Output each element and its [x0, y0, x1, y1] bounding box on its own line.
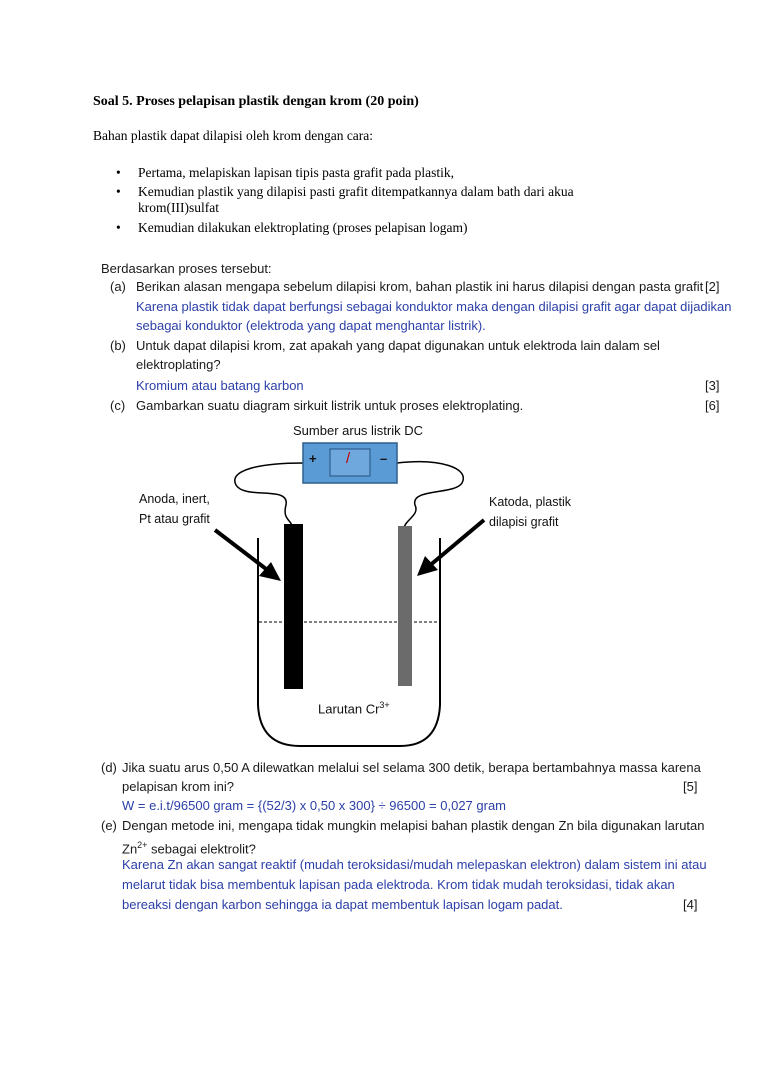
zinc-charge: 2+ [137, 840, 148, 850]
part-a-question: Berikan alasan mengapa sebelum dilapisi krom, bahan plastik ini harus dilapisi dengan pasta grafit [136, 279, 704, 294]
question-title: Soal 5. Proses pelapisan plastik dengan krom (20 poin) [93, 94, 419, 109]
solution-label [318, 700, 390, 716]
part-b-mark: [3] [705, 378, 720, 393]
cathode-arrow-shaft [428, 520, 484, 567]
anode-label: Pt atau grafit [139, 512, 210, 526]
plus-terminal: + [309, 451, 317, 466]
bullet-text: Kemudian plastik yang dilapisi pasti grafit ditempatkannya dalam bath dari akua [138, 184, 574, 199]
zinc-symbol: Zn [122, 841, 138, 857]
part-a-mark: [2] [705, 279, 720, 294]
part-c-mark: [6] [705, 398, 720, 413]
cathode-electrode [398, 526, 412, 686]
solution-charge: 3+ [379, 700, 390, 710]
part-d-label: (d) [101, 760, 117, 775]
part-e-answer: Karena Zn akan sangat reaktif (mudah teroksidasi/mudah melepaskan elektron) dalam sistem ini atau [122, 857, 707, 872]
part-e-label: (e) [101, 818, 117, 833]
part-b-answer: Kromium atau batang karbon [136, 378, 304, 393]
part-e-answer: bereaksi dengan karbon sehingga ia dapat membentuk lapisan logam padat. [122, 897, 563, 912]
dc-source-label: Sumber arus listrik DC [293, 423, 424, 438]
part-a-answer: Karena plastik tidak dapat berfungsi sebagai konduktor maka dengan dilapisi grafit agar dapat dijadikan [136, 299, 732, 314]
part-e-question [122, 836, 256, 858]
anode-wire [235, 463, 303, 528]
part-e-question-rest: sebagai elektrolit? [147, 841, 256, 857]
scan-intro: Berdasarkan proses tersebut: [101, 261, 272, 276]
part-a-label: (a) [110, 279, 126, 294]
meter-needle: / [346, 450, 351, 467]
part-e-mark: [4] [683, 897, 698, 912]
bullet-text: Kemudian dilakukan elektroplating (proses pelapisan logam) [138, 220, 468, 235]
part-d-answer: W = e.i.t/96500 gram = {(52/3) x 0,50 x 300} ÷ 96500 = 0,027 gram [122, 798, 507, 813]
bullet-dot-icon: • [116, 220, 121, 235]
solution-text: Larutan Cr [318, 701, 380, 717]
part-c-question: Gambarkan suatu diagram sirkuit listrik untuk proses elektroplating. [136, 398, 524, 413]
bullet-dot-icon: • [116, 165, 121, 180]
part-e-answer: melarut tidak bisa membentuk lapisan pada elektroda. Krom tidak mudah teroksidasi, tidak akan [122, 877, 675, 892]
part-d-question: pelapisan krom ini? [122, 779, 235, 794]
bullet-dot-icon: • [116, 184, 121, 199]
cathode-label: Katoda, plastik [489, 495, 571, 509]
part-c-label: (c) [110, 398, 126, 413]
part-d-mark: [5] [683, 779, 698, 794]
part-b-question: elektroplating? [136, 357, 221, 372]
part-e-question: Dengan metode ini, mengapa tidak mungkin melapisi bahan plastik dengan Zn bila digunakan larutan [122, 818, 705, 833]
minus-terminal: – [380, 451, 388, 466]
anode-electrode [284, 524, 303, 689]
part-b-question: Untuk dapat dilapisi krom, zat apakah yang dapat digunakan untuk elektroda lain dalam sel [136, 338, 660, 353]
bullet-text-continued: krom(III)sulfat [138, 200, 219, 215]
cathode-wire [397, 462, 463, 528]
intro-text: Bahan plastik dapat dilapisi oleh krom dengan cara: [93, 128, 374, 143]
part-d-question: Jika suatu arus 0,50 A dilewatkan melalui sel selama 300 detik, berapa bertambahnya massa karena [122, 760, 701, 775]
part-b-label: (b) [110, 338, 126, 353]
cathode-label: dilapisi grafit [489, 515, 559, 529]
bullet-text: Pertama, melapiskan lapisan tipis pasta grafit pada plastik, [138, 165, 455, 180]
anode-label: Anoda, inert, [139, 492, 210, 506]
part-a-answer: sebagai konduktor (elektroda yang dapat menghantar listrik). [136, 318, 486, 333]
anode-arrow-shaft [215, 530, 270, 572]
